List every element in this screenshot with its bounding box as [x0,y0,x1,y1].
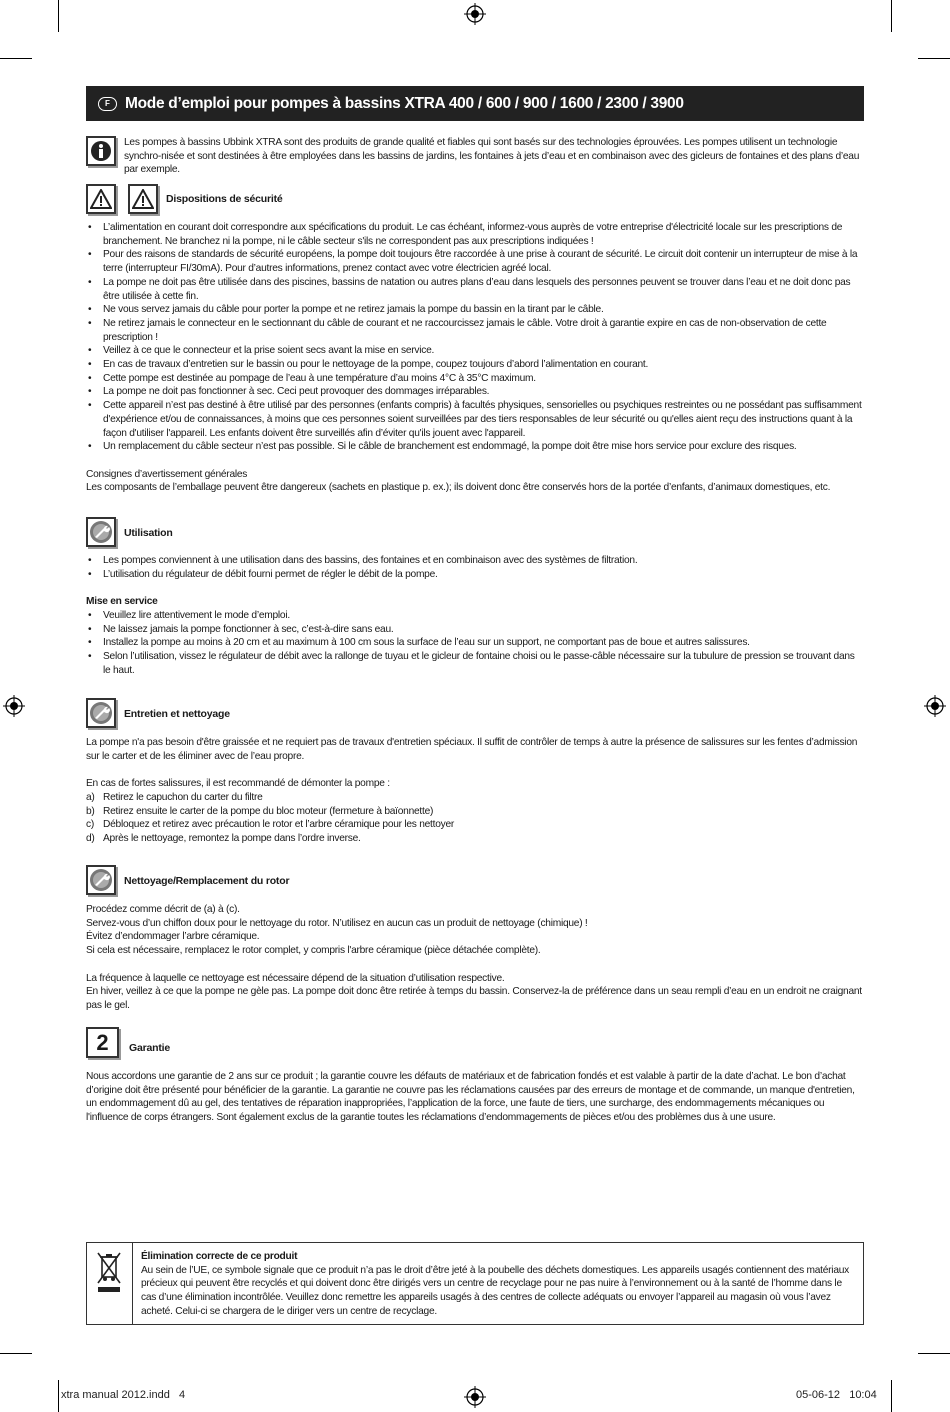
list-item: • L’alimentation en courant doit correspondre aux spécifications du produit. Le cas échéant, informez-vous auprès de votre entreprise d'électricité locale sur les prescriptions de branchement. Ne branchez ni la pompe, ni le câble secteur s'ils ne correspondent pas aux prescriptions indiquées ! [86,221,864,248]
wrench-icon [86,865,116,895]
rotor-line: Si cela est nécessaire, remplacez le rotor complet, y compris l'arbre céramique (pièce détachée complète). [86,945,541,957]
registration-mark-icon [3,695,25,717]
safety-list [86,221,864,454]
disposal-text: Au sein de l’UE, ce symbole signale que ce produit n’a pas le droit d’être jeté à la poubelle des déchets domestiques. Les appareils usagés contiennent des matériaux précieux qui peuvent être recyclés et qui doivent donc être dirigés vers un centre de recyclage pour ne pas nuire à l’environnement ou à la santé de l’homme dans le cas d’une élimination incontrôlée. Veuillez donc remettre les appareils usagés à des centres de collecte adéquats ou envoyer l’appareil au magasin où vous l’avez acheté. Celui-ci se chargera de le diriger vers un centre de recyclage. [141,1264,849,1317]
crop-mark [58,1380,59,1412]
disposal-heading: Élimination correcte de ce produit [141,1251,298,1262]
warning-triangle-icon [86,184,116,214]
rotor-section [86,903,864,1013]
wrench-icon [86,698,116,728]
rotor-heading: Nettoyage/Remplacement du rotor [124,875,290,887]
maintenance-text: En cas de fortes salissures, il est recommandé de démonter la pompe : [86,778,390,790]
warning-triangle-icon [128,184,158,214]
crop-mark [0,58,32,59]
list-item: • Cette appareil n’est pas destiné à être utilisé par des personnes (enfants compris) à facultés physiques, sensorielles ou psychiques restreintes ou ne possédant pas suffisamment d'expérience et/ou de connaissances, à moins que ces personnes soient surveillées par des tiers responsables de leur sécurité ou qu'elles aient reçu des instructions quant à la façon d'utiliser l'appareil. Les enfants doivent être surveillés afin d’éviter qu'ils jouent avec l'appareil. [86,399,864,440]
list-item: • Ne laissez jamais la pompe fonctionner à sec, c’est-à-dire sans eau. [86,623,864,637]
list-item: c) Débloquez et retirez avec précaution le rotor et l’arbre céramique pour les nettoyer [86,819,455,831]
list-item: • Ne vous servez jamais du câble pour porter la pompe et ne retirez jamais la pompe du bassin en la tirant par le câble. [86,303,864,317]
list-item: • Pour des raisons de standards de sécurité européens, la pompe doit toujours être raccordée à une prise à courant de sécurité. Le circuit doit contenir un interrupteur de mise à la terre (interrupteur FI/30mA). Pour d’autres informations, prenez contact avec votre électricien agréé local. [86,248,864,275]
list-item: • Cette pompe est destinée au pompage de l’eau à une température d’au moins 4°C à 35°C maximum. [86,372,864,386]
warranty-2-years-icon: 2 [86,1027,119,1058]
usage-heading: Utilisation [124,527,173,539]
list-item: a) Retirez le capuchon du carter du filtre [86,791,263,803]
list-item: • Installez la pompe au moins à 20 cm et au maximum à 100 cm sous la surface de l’eau sur un support, ne comportant pas de boue et autres salissures. [86,636,864,650]
warranty-heading: Garantie [129,1042,170,1054]
list-item: • L’utilisation du régulateur de débit fourni permet de régler le débit de la pompe. [86,568,864,582]
crop-mark [891,1380,892,1412]
page-title: Mode d’emploi pour pompes à bassins XTRA 400 / 600 / 900 / 1600 / 2300 / 3900 [125,94,684,112]
registration-mark-icon [924,695,946,717]
general-warnings-heading: Consignes d’avertissement générales [86,468,248,480]
list-item: d) Après le nettoyage, remontez la pompe dans l’ordre inverse. [86,832,361,844]
crop-mark [891,0,892,32]
general-warnings-text: Les composants de l’emballage peuvent être dangereux (sachets en plastique p. ex.); ils doivent donc être conservés hors de la portée d’enfants, d’animaux domestiques, etc. [86,482,831,494]
safety-heading: Dispositions de sécurité [166,193,283,205]
page-title-bar [86,86,864,121]
usage-section [86,554,864,677]
maintenance-section [86,736,864,846]
crossed-bin-icon [95,1251,123,1295]
intro-text: Les pompes à bassins Ubbink XTRA sont des produits de grande qualité et fiables qui sont basés sur des technologies éprouvées. Les pompes utilisent un technologie synchro-nisée et sont destinées à être employées dans les bassins de jardins, les fontaines à jets d’eau et en combinaison avec des gicleurs de fontaines et des plans d’eau par exemple. [124,137,860,176]
rotor-line: Servez-vous d’un chiffon doux pour le nettoyage du rotor. N’utilisez en aucun cas un produit de nettoyage (chimique) ! [86,917,588,929]
list-item: b) Retirez ensuite le carter de la pompe du bloc moteur (fermeture à baïonnette) [86,805,434,817]
startup-heading: Mise en service [86,596,158,608]
footer-filename: xtra manual 2012.indd 4 [61,1389,186,1401]
list-item: • Les pompes conviennent à une utilisation dans des bassins, des fontaines et en combinaison avec des systèmes de filtration. [86,554,864,568]
maintenance-heading: Entretien et nettoyage [124,708,230,720]
maintenance-text: La pompe n'a pas besoin d'être graissée et ne requiert pas de travaux d'entretien spéciaux. Il suffit de contrôler de temps à autre la présence de salissures sur les fentes d’admission sur le carter et de les éliminer avec de l’eau propre. [86,737,858,762]
list-item: • La pompe ne doit pas fonctionner à sec. Ceci peut provoquer des dommages irréparables. [86,385,864,399]
list-item: • Selon l’utilisation, vissez le régulateur de débit avec la rallonge de tuyau et le gicleur de fontaine choisi ou le passe-câble nécessaire sur la tubulure de pression se trouvant dans le haut. [86,650,864,677]
crop-mark [918,1353,950,1354]
crop-mark [0,1353,32,1354]
info-icon [86,136,116,166]
list-item: • Veillez à ce que le connecteur et la prise soient secs avant la mise en service. [86,344,864,358]
crop-mark [918,58,950,59]
registration-mark-icon [464,1386,486,1408]
list-item: • Un remplacement du câble secteur n’est pas possible. Si le câble de branchement est endommagé, la pompe doit être mise hors service pour exclure des risques. [86,440,864,454]
maintenance-steps [86,791,864,846]
list-item: • Ne retirez jamais le connecteur en le sectionnant du câble de courant et ne raccourcissez jamais le câble. Votre droit à garantie expire en cas de non-observation de cette prescription ! [86,317,864,344]
safety-section [86,221,864,495]
wrench-icon [86,517,116,547]
rotor-line: Évitez d’endommager l’arbre céramique. [86,931,260,943]
rotor-line: La fréquence à laquelle ce nettoyage est nécessaire dépend de la situation d’utilisation respective. [86,972,505,984]
registration-mark-icon [464,3,486,25]
rotor-line: Procédez comme décrit de (a) à (c). [86,904,240,915]
footer-date: 05-06-12 10:04 [796,1389,877,1401]
warranty-text: Nous accordons une garantie de 2 ans sur ce produit ; la garantie couvre les défauts de matériaux et de fabrication fondés et est valable à partir de la date d’achat. Le bon d’achat d’origine doit être présenté pour bénéficier de la garantie. La garantie ne couvre pas les réclamations causées par des erreurs de montage et de commande, un manque d'entretien, un endommagement dû au gel, des tentatives de réparation inappropriées, l’application de la force, une faute de tiers, une surcharge, des endommagements mécaniques ou l'influence de corps étrangers. Sont également exclus de la garantie toutes les réclamations d’endommagements de pièces et/ou des problèmes dus à une usure. [86,1071,855,1124]
rotor-line: En hiver, veillez à ce que la pompe ne gèle pas. La pompe doit donc être retirée à temps du bassin. Conservez-la de préférence dans un seau rempli d’eau en un endroit ne craignant pas le gel. [86,986,862,1011]
usage-list [86,554,864,581]
crop-mark [58,0,59,32]
disposal-notice [86,1242,864,1325]
list-item: • Veuillez lire attentivement le mode d’emploi. [86,609,864,623]
startup-list [86,609,864,678]
list-item: • En cas de travaux d’entretien sur le bassin ou pour le nettoyage de la pompe, coupez toujours d’abord l’alimentation en courant. [86,358,864,372]
language-badge: F [98,97,117,111]
list-item: • La pompe ne doit pas être utilisée dans des piscines, bassins de natation ou autres plans d’eau dans lesquels des personnes peuvent se trouver dans l’eau et ne doit donc pas être utilisée à cette fin. [86,276,864,303]
